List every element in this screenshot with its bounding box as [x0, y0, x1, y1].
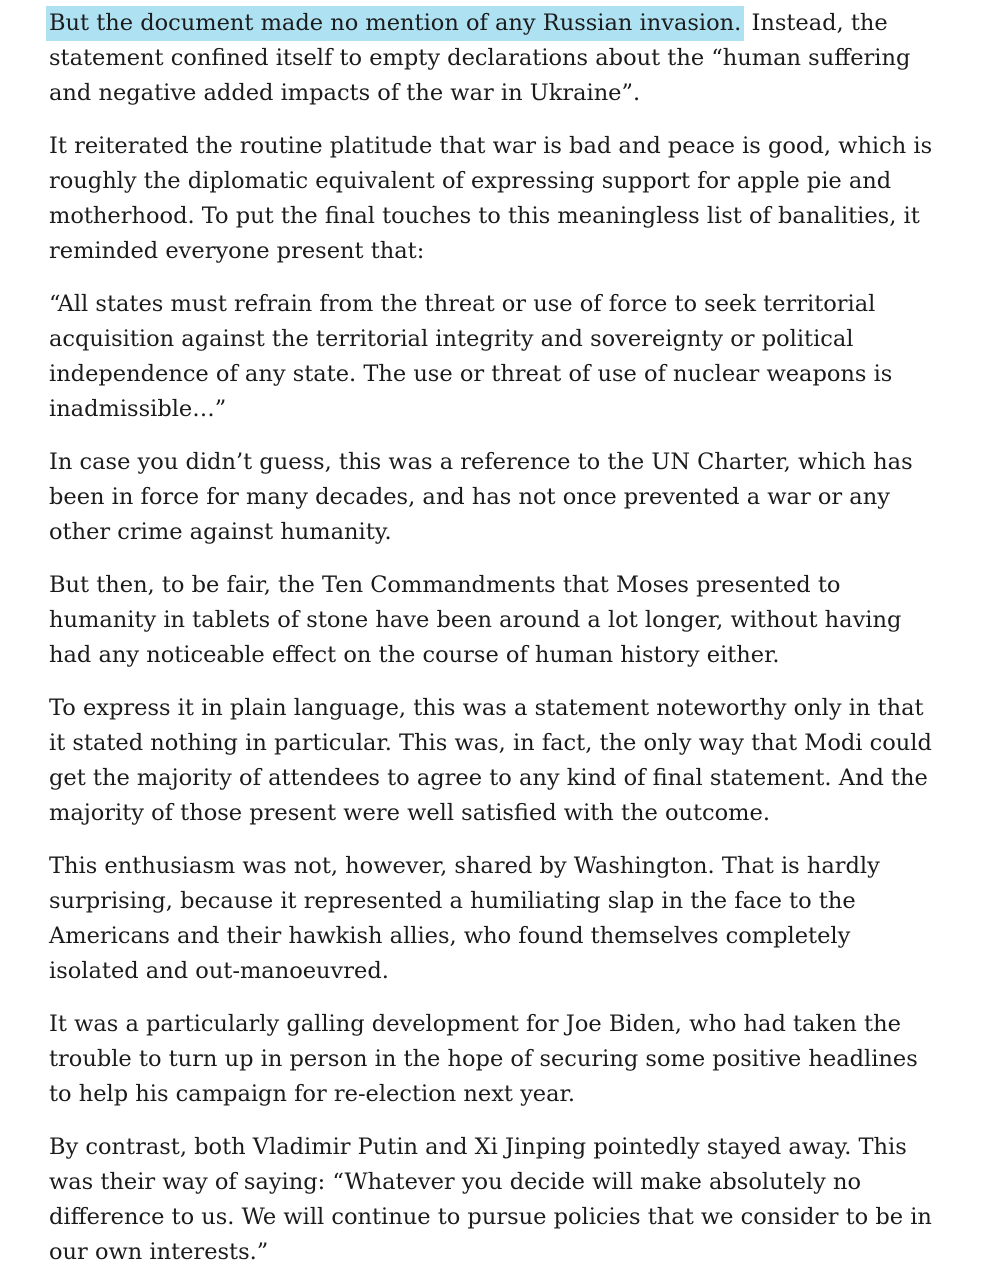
article-paragraph: This enthusiasm was not, however, shared by Washington. That is hardly surprising, because it represented a humiliating slap in the face to the Americans and their hawkish allies, who found themselves completely isolated and out-manoeuvred.	[49, 853, 880, 984]
article-paragraph: By contrast, both Vladimir Putin and Xi Jinping pointedly stayed away. This was their way of saying: “Whatever you decide will make absolutely no difference to us. We will continue to pursue policies that we consider to be in our own interests.”	[49, 1134, 932, 1265]
article-paragraph: But then, to be fair, the Ten Commandments that Moses presented to humanity in tablets of stone have been around a lot longer, without having had any noticeable effect on the course of human history either.	[49, 572, 902, 668]
article-paragraph: To express it in plain language, this was a statement noteworthy only in that it stated nothing in particular. This was, in fact, the only way that Modi could get the majority of attendees to agree to any kind of final statement. And the majority of those present were well satisfied with the outcome.	[49, 695, 932, 826]
article-paragraph: It was a particularly galling development for Joe Biden, who had taken the trouble to turn up in person in the hope of securing some positive headlines to help his campaign for re-election next year.	[49, 1011, 918, 1107]
paragraph-text: Instead, the statement confined itself to empty declarations about the “human suffering and negative added impacts of the war in Ukraine”.	[49, 10, 911, 106]
highlighted-sentence: But the document made no mention of any Russian invasion.	[46, 6, 744, 41]
article-paragraph: “All states must refrain from the threat or use of force to seek territorial acquisition against the territorial integrity and sovereignty or political independence of any state. The use or threat of use of nuclear weapons is inadmissible…”	[49, 291, 893, 422]
article-paragraph: It reiterated the routine platitude that war is bad and peace is good, which is roughly the diplomatic equivalent of expressing support for apple pie and motherhood. To put the final touches to this meaningless list of banalities, it reminded everyone present that:	[49, 133, 933, 264]
article-paragraph: In case you didn’t guess, this was a reference to the UN Charter, which has been in force for many decades, and has not once prevented a war or any other crime against humanity.	[49, 449, 913, 545]
article-paragraph	[49, 6, 938, 111]
